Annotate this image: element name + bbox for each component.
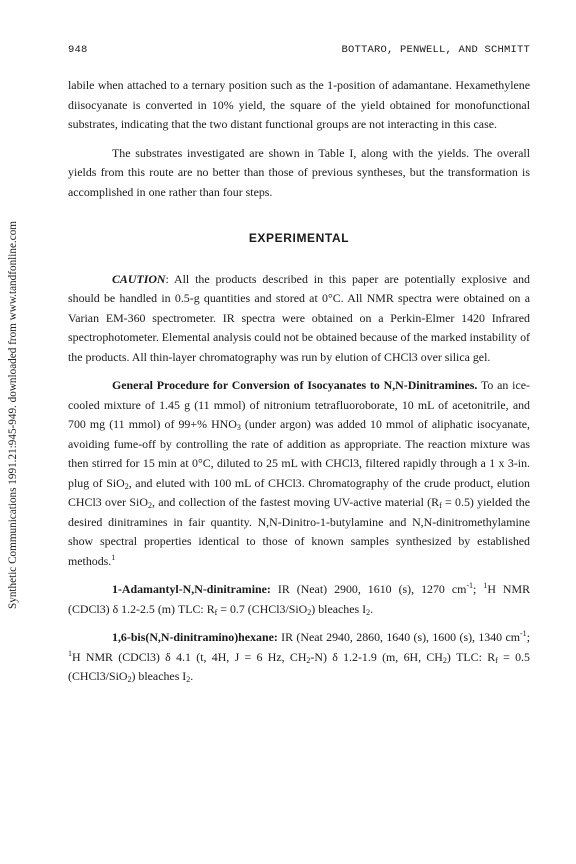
compound-text: ; [473,582,484,596]
subscript: 2 [442,655,447,665]
compound-paragraph [68,628,530,687]
body-paragraph: The substrates investigated are shown in Table I, along with the yields. The overall yields from this route are no better than those of previous syntheses, but the transformation is accomplished in one rather than four steps. [68,145,530,199]
subscript: 2 [307,607,312,617]
superscript: -1 [466,581,474,590]
reference-marker: 1 [111,552,116,562]
general-procedure-paragraph [68,376,530,571]
compound-text: . [190,669,194,683]
page-number: 948 [68,44,88,56]
running-header [68,44,530,58]
compound-text: H NMR (CDCl3) δ 1.2-2.5 (m) TLC: R [68,582,531,616]
procedure-text: = 0.5) yielded the desired dinitramines in fair quantity. N,N-Dinitro-1-butylamine and N,N-dinitromethylamine show spectral properties identical to those of known samples synthesized by established methods. [68,495,530,568]
procedure-title: General Procedure for Conversion of Isocyanates to N,N-Dinitramines. [112,378,478,392]
subscript: 2 [147,501,152,510]
watermark-text: Synthetic Communications 1991.21:945-949. downloaded from www.tandfonline.com [7,221,19,609]
caution-paragraph [68,270,530,368]
compound-text: . [370,601,374,616]
procedure-text: To an ice-cooled mixture of 1.45 g (11 mmol) of nitronium tetrafluoroborate, 10 mL of acetonitrile, and 700 mg (11 mmol) of 99+% HNO [68,378,530,431]
subscript: f [439,501,442,510]
page-body [68,76,530,696]
superscript: 1 [483,581,488,590]
compound-name: 1-Adamantyl-N,N-dinitramine: [112,582,271,596]
compound-text: ; [526,630,530,644]
subscript: 2 [306,655,311,665]
compound-text: ) bleaches I [311,601,367,616]
running-head-authors: BOTTARO, PENWELL, AND SCHMITT [341,44,530,56]
subscript: 2 [127,675,132,684]
procedure-text: (under argon) was added 10 mmol of aliphatic isocyanate, avoiding fume-off by controlling the rate of addition as appropriate. The reaction mixture was then stirred for 15 min at 0°C, diluted to 25 mL with CHCl3, filtered rapidly through a 1 x 3-in. plug of SiO [68,417,530,490]
compound-text: = 0.5 (CHCl3/SiO [68,649,530,683]
subscript: 2 [186,675,191,684]
procedure-text: , and eluted with 100 mL of CHCl3. Chromatography of the crude product, elution CHCl3 over SiO [68,475,530,509]
compound-text: H NMR (CDCl3) δ 4.1 (t, 4H, J = 6 Hz, CH [72,649,307,664]
caution-text: : All the products described in this paper are potentially explosive and should be handled in 0.5-g quantities and stored at 0°C. All NMR spectra were obtained on a Varian EM-360 spectrometer. IR spectra were obtained on a Perkin-Elmer 1420 Infrared spectrophotometer. Elemental analysis could not be obtained because of the marked instability of the products. All thin-layer chromatography was run by elution of CHCl3 over silica gel. [68,271,530,364]
compound-text: -N) δ 1.2-1.9 (m, 6H, CH [310,649,443,664]
compound-text: ) bleaches I [131,669,187,683]
compound-paragraph [68,580,530,619]
compound-text: = 0.7 (CHCl3/SiO [217,601,308,616]
procedure-text: , and collection of the fastest moving UV-active material (R [151,495,440,509]
compound-text: IR (Neat 2940, 2860, 1640 (s), 1600 (s), 1340 cm [277,630,521,644]
subscript: f [214,607,218,617]
subscript: 2 [366,607,371,617]
body-paragraph: labile when attached to a ternary position such as the 1-position of adamantane. Hexamethylene diisocyanate is converted in 10% yield, the square of the yield obtained for monofunctional substrates, indicating that the two distant functional groups are not interacting in this case. [68,78,530,131]
superscript: 1 [68,648,72,658]
download-watermark [6,155,20,675]
section-heading: EXPERIMENTAL [248,231,350,245]
compound-name: 1,6-bis(N,N-dinitramino)hexane: [112,630,278,644]
subscript: 3 [236,423,241,432]
compound-text: IR (Neat) 2900, 1610 (s), 1270 cm [270,582,467,596]
subscript: 2 [124,481,129,491]
compound-text: ) TLC: R [446,649,496,664]
superscript: -1 [520,629,527,638]
subscript: f [495,655,498,665]
caution-label: CAUTION [112,271,166,286]
